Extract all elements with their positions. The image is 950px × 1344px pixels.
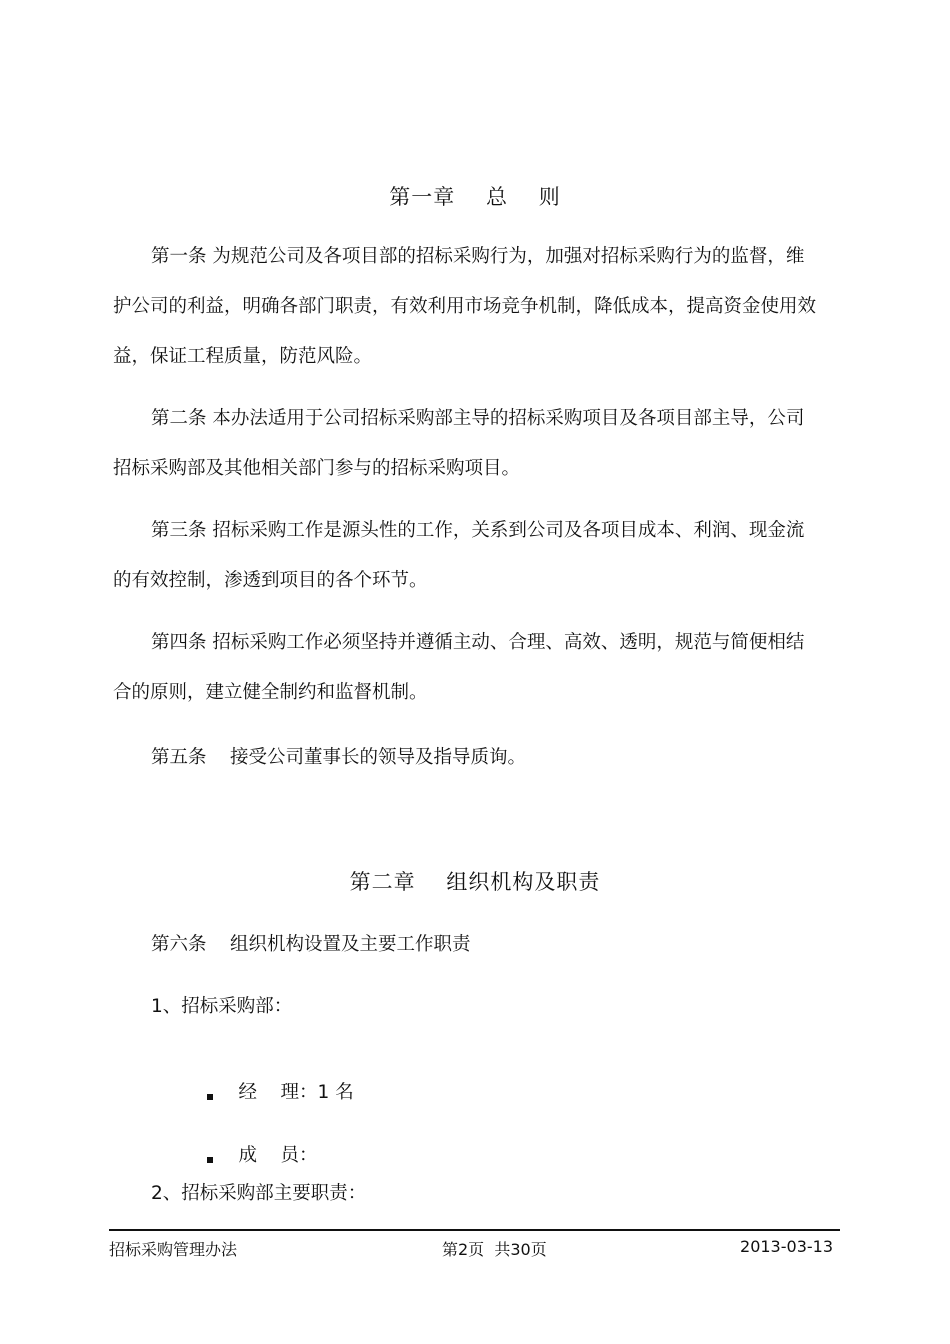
bullet-square-icon (207, 1157, 213, 1163)
article-1-line-2: 护公司的利益，明确各部门职责，有效利用市场竞争机制，降低成本，提高资金使用效 (113, 296, 817, 317)
org-item-2: 2、招标采购部主要职责： (151, 1183, 367, 1204)
article-2-line-1: 第二条 本办法适用于公司招标采购部主导的招标采购项目及各项目部主导，公司 (151, 408, 805, 429)
chapter-2-title: 第二章 组织机构及职责 (349, 870, 601, 894)
article-1-line-1: 第一条 为规范公司及各项目部的招标采购行为，加强对招标采购行为的监督，维 (151, 246, 805, 267)
article-3-line-1: 第三条 招标采购工作是源头性的工作，关系到公司及各项目成本、利润、现金流 (151, 520, 805, 541)
article-1-line-3: 益，保证工程质量，防范风险。 (113, 346, 373, 367)
org-item-1: 1、招标采购部： (151, 996, 293, 1017)
footer-doc-title: 招标采购管理办法 (109, 1240, 238, 1259)
bullet-item-manager (183, 1057, 354, 1125)
footer-date: 2013-03-13 (740, 1237, 833, 1256)
article-3-line-2: 的有效控制，渗透到项目的各个环节。 (113, 570, 428, 591)
article-5: 第五条 接受公司董事长的领导及指导质询。 (151, 747, 527, 768)
bullet-manager-text: 经 理：1 名 (238, 1082, 354, 1103)
footer-page-number: 第2页 共30页 (442, 1240, 547, 1259)
article-1 (113, 232, 840, 382)
bullet-item-members (183, 1120, 318, 1188)
bullet-square-icon (207, 1094, 213, 1100)
article-6: 第六条 组织机构设置及主要工作职责 (151, 934, 471, 955)
article-2 (113, 394, 840, 494)
article-4 (113, 618, 840, 718)
article-2-line-2: 招标采购部及其他相关部门参与的招标采购项目。 (113, 458, 521, 479)
article-4-line-2: 合的原则，建立健全制约和监督机制。 (113, 682, 428, 703)
article-4-line-1: 第四条 招标采购工作必须坚持并遵循主动、合理、高效、透明，规范与简便相结 (151, 632, 805, 653)
article-3 (113, 506, 840, 606)
bullet-members-text: 成 员： (238, 1145, 318, 1166)
chapter-1-title: 第一章 总 则 (389, 185, 561, 209)
footer-divider (109, 1229, 840, 1231)
